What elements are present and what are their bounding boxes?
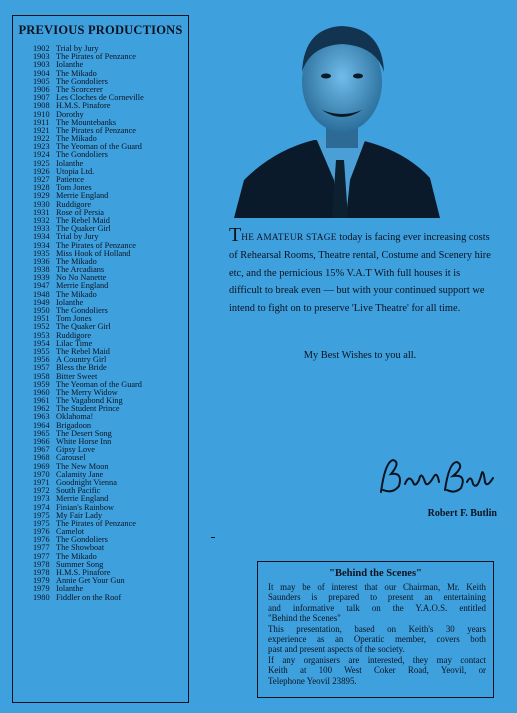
production-title: The Mikado: [56, 552, 97, 561]
production-title: Brigadoon: [56, 421, 92, 430]
production-item: [33, 381, 187, 389]
behind-the-scenes-line: This presentation, based on Keith's 30 years: [268, 623, 486, 634]
production-year: 1965: [33, 429, 50, 438]
production-year: 1975: [33, 511, 50, 520]
production-item: [33, 495, 187, 503]
handwritten-signature: [375, 452, 497, 500]
production-item: [33, 413, 187, 421]
production-year: 1934: [33, 233, 50, 242]
production-year: 1966: [33, 438, 50, 446]
production-title: Summer Song: [56, 560, 104, 569]
production-title: The Pirates of Penzance: [56, 126, 136, 135]
production-title: Iolanthe: [56, 585, 84, 594]
production-item: [33, 53, 187, 61]
production-title: Dorothy: [56, 110, 84, 119]
production-item: [33, 340, 187, 348]
production-item: [33, 561, 187, 569]
production-title: Ruddigore: [56, 331, 92, 340]
production-title: Trial by Jury: [56, 233, 99, 242]
production-item: [33, 536, 187, 544]
production-title: The Pirates of Penzance: [56, 53, 136, 62]
production-title: My Fair Lady: [56, 511, 103, 520]
production-title: The Gondoliers: [56, 77, 108, 86]
production-year: 1969: [33, 462, 50, 471]
production-item: [33, 282, 187, 290]
production-item: [33, 323, 187, 331]
behind-the-scenes-line: and informative talk on the Y.A.O.S. entitled: [268, 602, 486, 613]
production-year: 1977: [33, 544, 50, 553]
production-title: Gipsy Love: [56, 446, 95, 455]
production-item: [33, 250, 187, 258]
production-item: [33, 422, 187, 430]
production-item: [33, 233, 187, 241]
production-item: [33, 454, 187, 462]
production-item: [33, 225, 187, 233]
production-item: [33, 405, 187, 413]
production-year: 1976: [33, 528, 50, 537]
production-title: The Pirates of Penzance: [56, 519, 136, 528]
production-title: H.M.S. Pinafore: [56, 102, 111, 111]
chairman-portrait-photo: [234, 10, 440, 218]
behind-the-scenes-line: It may be of interest that our Chairman, Mr. Keith: [268, 582, 486, 592]
production-item: [33, 397, 187, 405]
production-title: Ruddigore: [56, 200, 92, 209]
production-title: Finian's Rainbow: [56, 503, 114, 512]
production-title: The New Moon: [56, 462, 109, 471]
production-year: 1903: [33, 61, 50, 70]
production-title: The Mountebanks: [56, 118, 117, 127]
production-title: Tom Jones: [56, 315, 92, 324]
production-item: [33, 119, 187, 127]
production-title: Lilac Time: [56, 339, 93, 348]
production-item: [33, 291, 187, 299]
production-item: [33, 569, 187, 577]
production-item: [33, 307, 187, 315]
production-item: [33, 356, 187, 364]
production-item: [33, 111, 187, 119]
production-year: 1922: [33, 135, 50, 144]
production-title: Iolanthe: [56, 61, 84, 70]
production-title: Merrie England: [56, 495, 109, 504]
production-item: [33, 594, 187, 602]
production-title: Calamity Jane: [56, 470, 104, 479]
production-year: 1971: [33, 478, 50, 487]
production-title: The Arcadians: [56, 266, 105, 275]
production-year: 1932: [33, 216, 50, 225]
production-year: 1930: [33, 200, 50, 209]
behind-the-scenes-title: "Behind the Scenes": [329, 568, 422, 579]
production-title: The Rebel Maid: [56, 347, 110, 356]
production-title: Miss Hook of Holland: [56, 249, 131, 258]
production-title: Bless the Bride: [56, 364, 107, 373]
production-title: The Student Prince: [56, 405, 120, 414]
production-item: [33, 364, 187, 372]
production-title: South Pacific: [56, 487, 101, 496]
production-title: The Mikado: [56, 257, 97, 266]
production-item: [33, 86, 187, 94]
behind-the-scenes-line: experience as an Operatic member, covers both: [268, 633, 486, 644]
production-item: [33, 78, 187, 86]
production-year: 1963: [33, 413, 50, 422]
production-item: [33, 176, 187, 184]
production-item: [33, 479, 187, 487]
production-item: [33, 192, 187, 200]
production-item: [33, 487, 187, 495]
production-year: 1956: [33, 356, 50, 365]
production-title: Les Cloches de Corneville: [56, 94, 144, 103]
production-title: H.M.S. Pinafore: [56, 569, 111, 577]
production-year: 1925: [33, 159, 50, 168]
production-year: 1977: [33, 552, 50, 561]
production-item: [33, 135, 187, 143]
production-item: [33, 209, 187, 217]
production-year: 1955: [33, 347, 50, 356]
production-year: 1960: [33, 388, 50, 397]
production-title: Fiddler on the Roof: [56, 593, 122, 602]
production-title: Annie Get Your Gun: [56, 577, 125, 586]
production-title: Rose of Persia: [56, 208, 104, 217]
production-item: [33, 143, 187, 151]
production-year: 1957: [33, 364, 50, 373]
production-year: 1904: [33, 69, 50, 78]
production-year: 1928: [33, 184, 50, 193]
production-year: 1902: [33, 45, 50, 53]
production-item: [33, 160, 187, 168]
production-title: Merrie England: [56, 192, 109, 201]
production-item: [33, 389, 187, 397]
previous-productions-box: [12, 15, 189, 703]
production-item: [33, 463, 187, 471]
production-year: 1929: [33, 192, 50, 201]
production-year: 1961: [33, 397, 50, 406]
production-item: [33, 127, 187, 135]
production-item: [33, 274, 187, 282]
production-title: The Merry Widow: [56, 388, 118, 397]
production-title: The Pirates of Penzance: [56, 241, 136, 250]
production-year: 1979: [33, 585, 50, 594]
production-year: 1952: [33, 323, 50, 332]
production-title: The Yeoman of the Guard: [56, 143, 142, 152]
production-item: [33, 430, 187, 438]
signature-name: Robert F. Butlin: [427, 508, 497, 519]
production-item: [33, 94, 187, 102]
production-title: Merrie England: [56, 282, 109, 291]
production-item: [33, 266, 187, 274]
production-year: 1938: [33, 266, 50, 275]
production-title: The Desert Song: [56, 429, 112, 438]
production-title: The Quaker Girl: [56, 225, 111, 234]
production-year: 1948: [33, 290, 50, 299]
production-year: 1934: [33, 241, 50, 250]
production-item: [33, 201, 187, 209]
production-title: The Quaker Girl: [56, 323, 111, 332]
production-year: 1923: [33, 143, 50, 152]
production-title: A Country Girl: [56, 356, 107, 365]
production-item: [33, 585, 187, 593]
production-year: 1968: [33, 454, 50, 463]
production-year: 1908: [33, 102, 50, 111]
previous-productions-title: PREVIOUS PRODUCTIONS: [18, 23, 183, 37]
production-item: [33, 102, 187, 110]
production-title: Goodnight Vienna: [56, 478, 117, 487]
production-item: [33, 217, 187, 225]
production-item: [33, 504, 187, 512]
production-title: The Showboat: [56, 544, 105, 553]
production-title: Iolanthe: [56, 298, 84, 307]
production-year: 1906: [33, 85, 50, 94]
production-item: [33, 151, 187, 159]
production-item: [33, 299, 187, 307]
production-year: 1935: [33, 249, 50, 258]
production-year: 1926: [33, 167, 50, 176]
production-title: The Mikado: [56, 290, 97, 299]
production-title: The Mikado: [56, 135, 97, 144]
production-item: [33, 577, 187, 585]
production-year: 1907: [33, 94, 50, 103]
production-item: [33, 553, 187, 561]
behind-the-scenes-box: [257, 561, 494, 698]
production-title: The Yeoman of the Guard: [56, 380, 142, 389]
production-year: 1911: [33, 118, 50, 127]
production-item: [33, 332, 187, 340]
best-wishes-line: My Best Wishes to you all.: [303, 350, 417, 361]
production-year: 1954: [33, 339, 50, 348]
production-title: White Horse Inn: [56, 438, 112, 446]
behind-the-scenes-line: If any organisers are interested, they may contact: [268, 654, 486, 665]
production-year: 1975: [33, 519, 50, 528]
production-title: No No Nanette: [56, 274, 107, 283]
production-title: The Rebel Maid: [56, 216, 110, 225]
production-year: 1980: [33, 593, 50, 602]
behind-the-scenes-line: "Behind the Scenes": [268, 613, 341, 624]
production-item: [33, 528, 187, 536]
production-title: Bitter Sweet: [56, 372, 98, 381]
production-year: 1933: [33, 225, 50, 234]
production-title: The Gondoliers: [56, 307, 108, 315]
production-title: The Vagabond King: [56, 397, 123, 406]
production-title: The Mikado: [56, 69, 97, 78]
production-year: 1927: [33, 176, 50, 184]
production-year: 1964: [33, 421, 50, 430]
production-title: Trial by Jury: [56, 45, 99, 53]
production-year: 1974: [33, 503, 50, 512]
production-year: 1949: [33, 298, 50, 307]
production-year: 1931: [33, 208, 50, 217]
production-title: Utopia Ltd.: [56, 167, 95, 176]
production-item: [33, 471, 187, 479]
production-item: [33, 184, 187, 192]
production-item: [33, 242, 187, 250]
production-title: Camelot: [56, 528, 85, 537]
production-item: [33, 520, 187, 528]
production-item: [33, 512, 187, 520]
production-item: [33, 544, 187, 552]
production-item: [33, 438, 187, 446]
production-year: 1905: [33, 77, 50, 86]
production-title: Patience: [56, 176, 85, 184]
production-item: [33, 315, 187, 323]
production-title: The Gondoliers: [56, 151, 108, 160]
behind-the-scenes-line: past and present aspects of the society.: [268, 644, 405, 655]
production-year: 1973: [33, 495, 50, 504]
chairman-message: [229, 224, 491, 317]
production-item: [33, 348, 187, 356]
production-item: [33, 70, 187, 78]
stray-mark: [211, 537, 215, 538]
production-title: Iolanthe: [56, 159, 84, 168]
production-year: 1972: [33, 487, 50, 496]
behind-the-scenes-text: [268, 582, 486, 686]
production-year: 1921: [33, 126, 50, 135]
production-year: 1939: [33, 274, 50, 283]
production-title: The Scorcerer: [56, 85, 103, 94]
production-year: 1950: [33, 307, 50, 315]
production-item: [33, 258, 187, 266]
production-year: 1947: [33, 282, 50, 291]
productions-list: [33, 45, 187, 602]
production-year: 1967: [33, 446, 50, 455]
behind-the-scenes-line: Saunders is prepared to present an entertaining: [268, 592, 486, 603]
production-year: 1936: [33, 257, 50, 266]
production-year: 1978: [33, 569, 50, 577]
production-title: Carousel: [56, 454, 86, 463]
production-year: 1958: [33, 372, 50, 381]
production-title: Tom Jones: [56, 184, 92, 193]
production-year: 1978: [33, 560, 50, 569]
production-year: 1910: [33, 110, 50, 119]
production-item: [33, 45, 187, 53]
production-item: [33, 168, 187, 176]
behind-the-scenes-line: Keith at 100 West Coker Road, Yeovil, or: [268, 665, 486, 676]
production-year: 1962: [33, 405, 50, 414]
production-year: 1959: [33, 380, 50, 389]
production-year: 1951: [33, 315, 50, 324]
production-year: 1953: [33, 331, 50, 340]
production-year: 1976: [33, 536, 50, 545]
behind-the-scenes-line: Telephone Yeovil 23895.: [268, 675, 357, 686]
production-year: 1924: [33, 151, 50, 160]
production-year: 1970: [33, 470, 50, 479]
production-item: [33, 373, 187, 381]
message-dropcap: T: [229, 224, 242, 246]
message-body: today is facing ever increasing costs of Rehearsal Rooms, Theatre rental, Costume and Scenery hire etc, and the pernicious 15% V.A.T With full houses it is difficult to break even — but with your continued support we intend to fight on to preserve 'Live Theatre' for all time.: [229, 232, 491, 314]
message-lead: HE AMATEUR STAGE: [241, 233, 337, 243]
production-item: [33, 61, 187, 69]
production-year: 1903: [33, 53, 50, 62]
production-title: Oklahoma!: [56, 413, 94, 422]
production-item: [33, 446, 187, 454]
production-year: 1979: [33, 577, 50, 586]
production-title: The Gondoliers: [56, 536, 108, 545]
